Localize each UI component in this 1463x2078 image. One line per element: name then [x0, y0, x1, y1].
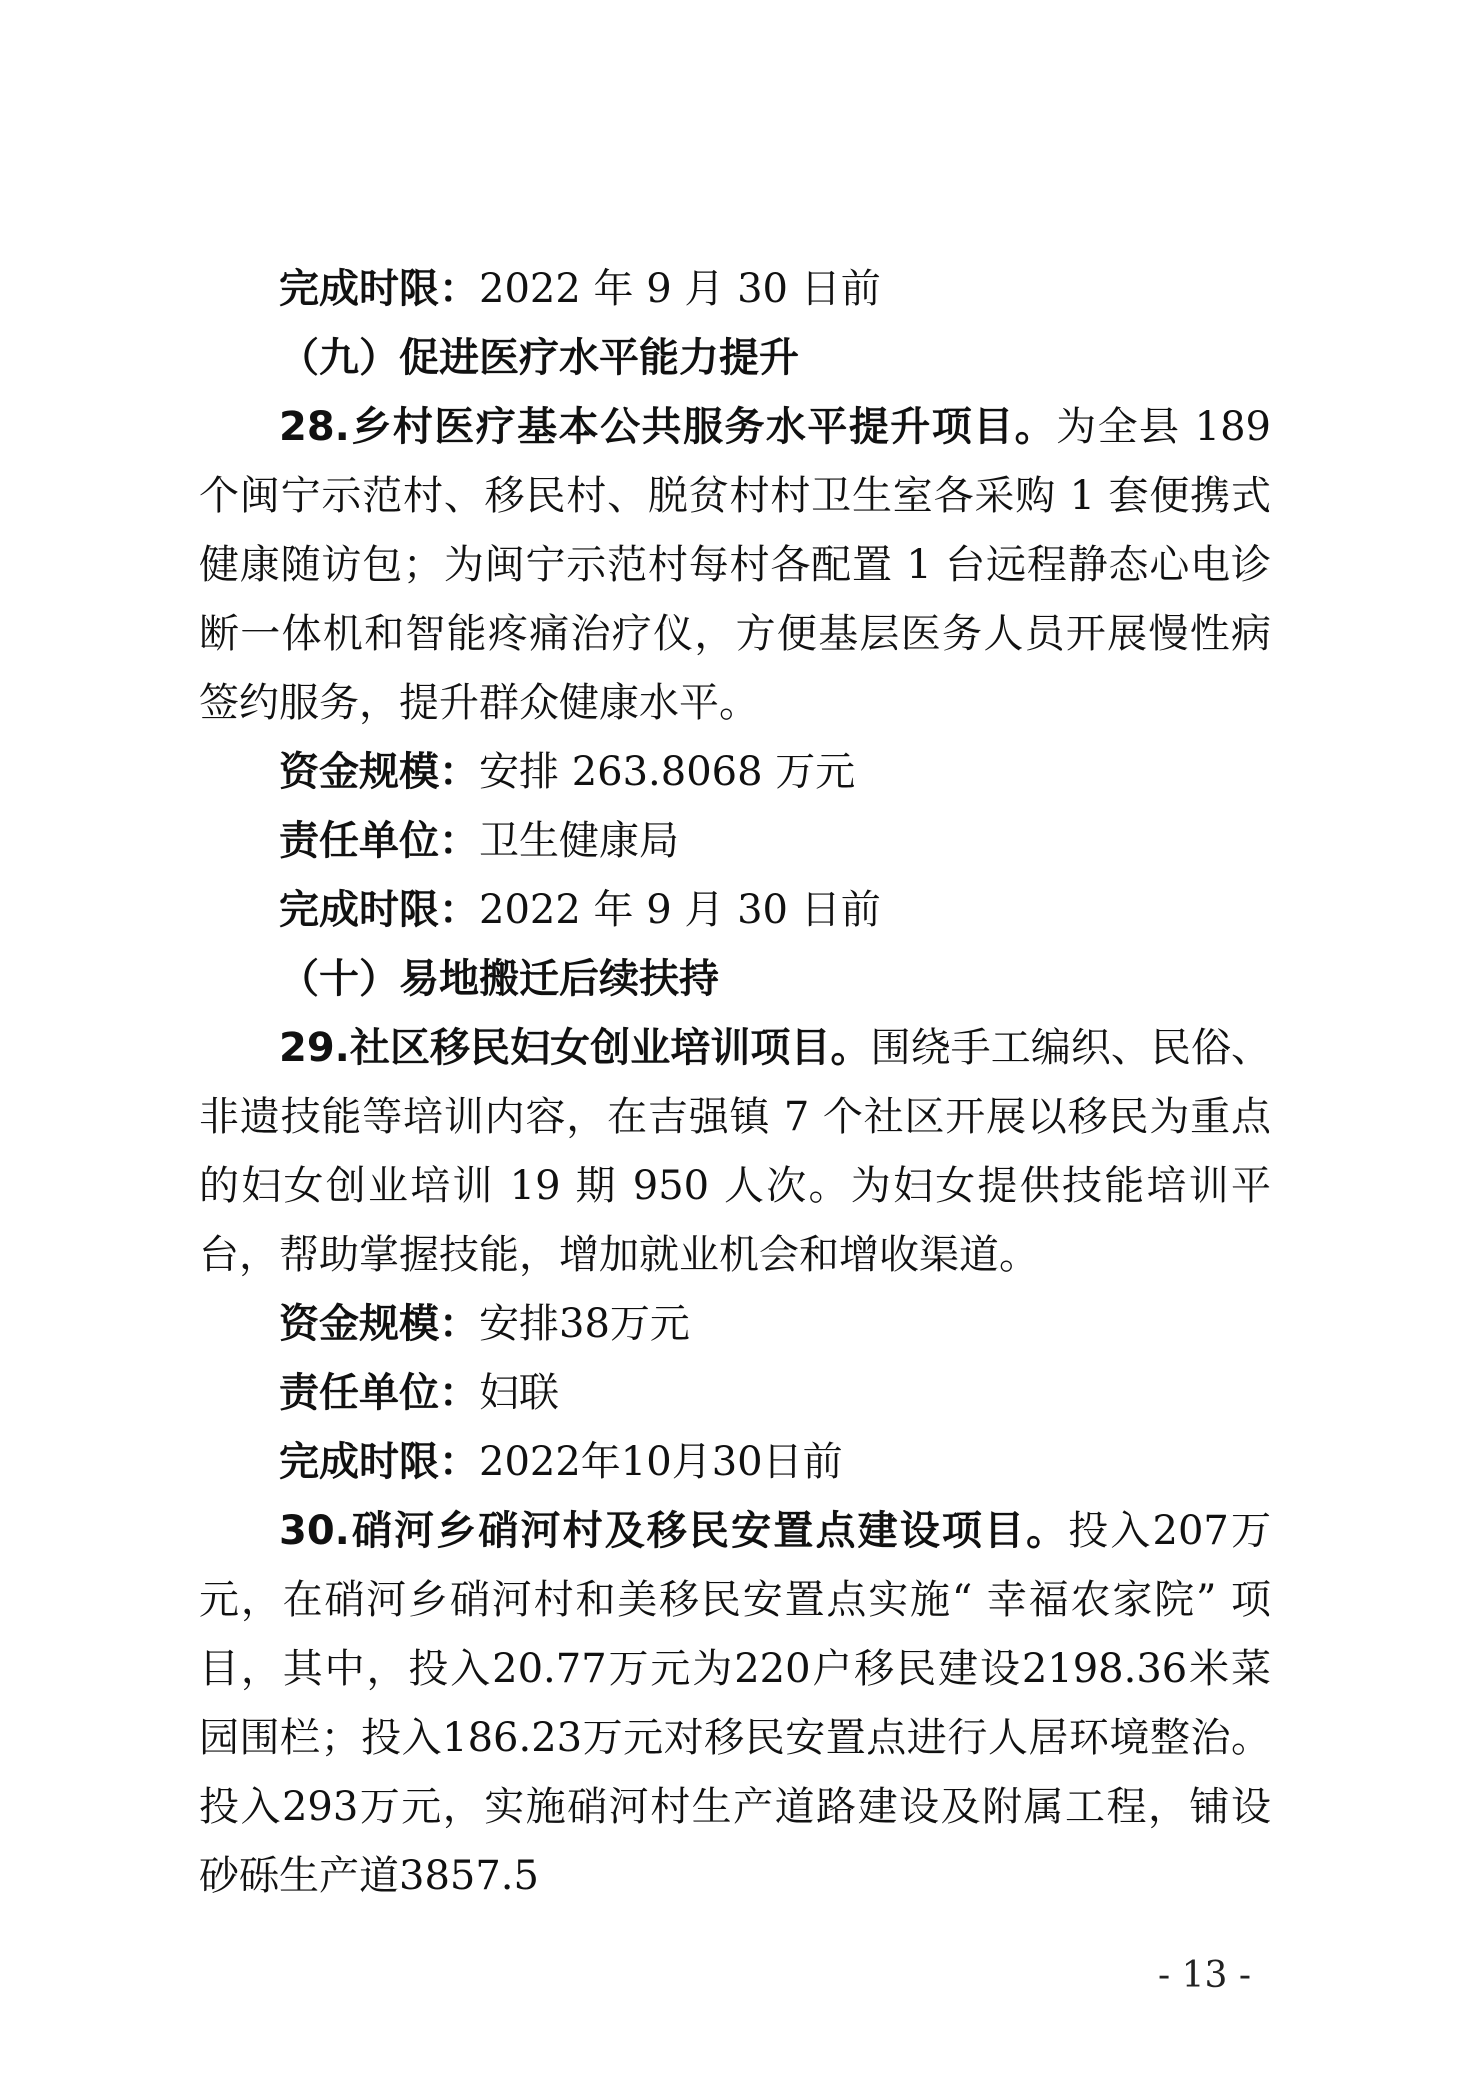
responsible-unit-value: 妇联 — [479, 1370, 559, 1416]
responsible-unit-line — [199, 807, 1271, 876]
section-heading-9: （九）促进医疗水平能力提升 — [279, 335, 799, 381]
deadline-value: 2022 年 9 月 30 日前 — [479, 887, 881, 933]
funding-value: 安排 263.8068 万元 — [479, 749, 856, 795]
deadline-line — [199, 255, 1271, 324]
funding-label: 资金规模： — [279, 1301, 479, 1347]
project-28-title: 28.乡村医疗基本公共服务水平提升项目。 — [279, 404, 1057, 450]
responsible-unit-line — [199, 1359, 1271, 1428]
section-heading-10: （十）易地搬迁后续扶持 — [279, 956, 719, 1002]
project-29-body: 围绕手工编织、民俗、非遗技能等培训内容，在吉强镇 7 个社区开展以移民为重点的妇女创业培训 19 期 950 人次。为妇女提供技能培训平台，帮助掌握技能，增加就业机会和增收渠道。 — [199, 1025, 1272, 1278]
funding-value: 安排38万元 — [479, 1301, 690, 1347]
document-body — [199, 255, 1271, 1911]
responsible-unit-label: 责任单位： — [279, 818, 479, 864]
page-number: - 13 - — [1158, 1955, 1252, 1996]
deadline-line — [199, 1428, 1271, 1497]
deadline-label: 完成时限： — [279, 887, 479, 933]
project-30-paragraph — [199, 1497, 1271, 1911]
funding-line — [199, 1290, 1271, 1359]
deadline-value: 2022年10月30日前 — [479, 1439, 843, 1485]
deadline-label: 完成时限： — [279, 266, 479, 312]
project-28-paragraph — [199, 393, 1271, 738]
deadline-line — [199, 876, 1271, 945]
project-29-paragraph — [199, 1014, 1271, 1290]
responsible-unit-value: 卫生健康局 — [479, 818, 679, 864]
project-28-body: 为全县 189 个闽宁示范村、移民村、脱贫村村卫生室各采购 1 套便携式健康随访包；为闽宁示范村每村各配置 1 台远程静态心电诊断一体机和智能疼痛治疗仪，方便基层医务人员开展慢性病签约服务，提升群众健康水平。 — [199, 404, 1272, 726]
project-29-title: 29.社区移民妇女创业培训项目。 — [279, 1025, 871, 1071]
project-30-title: 30.硝河乡硝河村及移民安置点建设项目。 — [279, 1508, 1069, 1554]
funding-label: 资金规模： — [279, 749, 479, 795]
deadline-label: 完成时限： — [279, 1439, 479, 1485]
deadline-value: 2022 年 9 月 30 日前 — [479, 266, 881, 312]
funding-line — [199, 738, 1271, 807]
project-30-body: 投入207万元，在硝河乡硝河村和美移民安置点实施“ 幸福农家院” 项目，其中，投入20.77万元为220户移民建设2198.36米菜园围栏；投入186.23万元对移民安置点进行人居环境整治。投入293万元，实施硝河村生产道路建设及附属工程，铺设砂砾生产道3857.5 — [199, 1508, 1271, 1899]
responsible-unit-label: 责任单位： — [279, 1370, 479, 1416]
